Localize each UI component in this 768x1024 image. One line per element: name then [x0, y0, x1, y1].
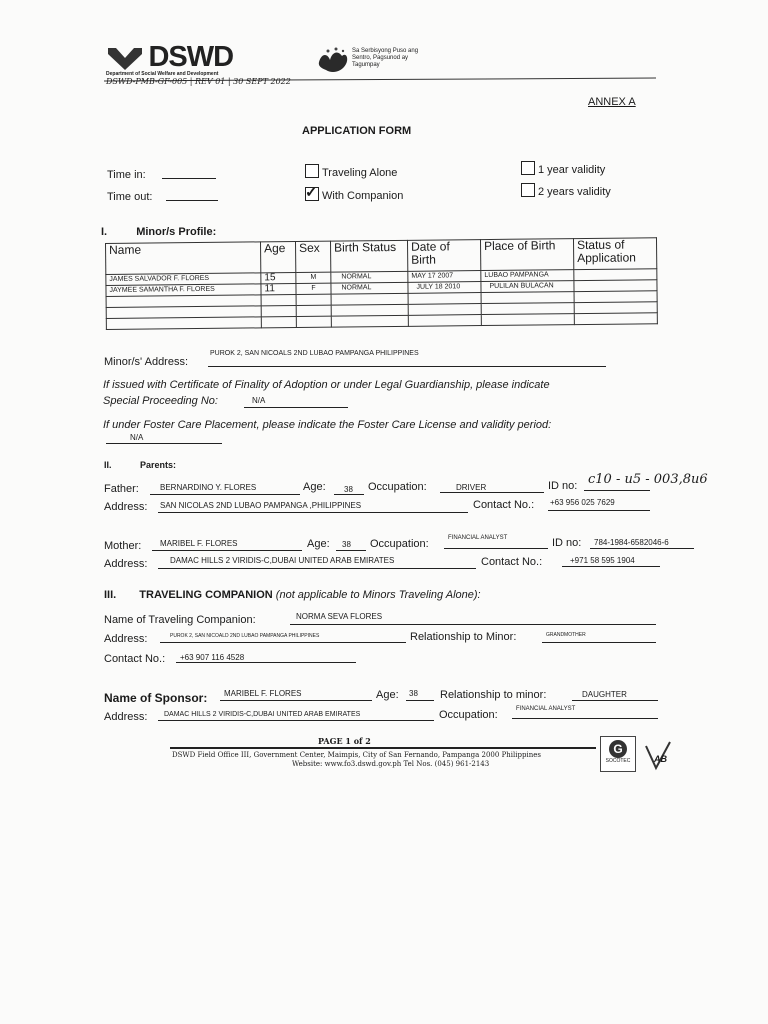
col-place-of-birth: Place of Birth — [480, 239, 573, 271]
mother-age-label: Age: — [307, 538, 330, 550]
sponsor-occupation[interactable]: FINANCIAL ANALYST — [516, 706, 576, 712]
father-occupation[interactable]: DRIVER — [456, 483, 487, 492]
foster-instruction: If under Foster Care Placement, please indicate the Foster Care License and validity period: — [103, 419, 552, 431]
section-1-number: I. — [101, 226, 108, 238]
certification-badge-text: SOCOTEC — [605, 758, 631, 764]
section-2-title: Parents: — [140, 460, 177, 470]
form-title: APPLICATION FORM — [302, 125, 412, 137]
certification-badge-icon: G — [609, 740, 627, 758]
cell-date-of-birth[interactable]: MAY 17 2007 — [408, 271, 481, 283]
cell-age[interactable]: 11 — [261, 284, 296, 295]
companion-contact-line — [176, 662, 356, 663]
mother-contact-label: Contact No.: — [481, 556, 543, 568]
father-age-label: Age: — [303, 481, 326, 493]
cell-place-of-birth[interactable]: PULILAN BULACAN — [481, 281, 574, 293]
cell-empty[interactable] — [408, 293, 481, 305]
mother-id-line — [590, 548, 694, 549]
sponsor-age[interactable]: 38 — [409, 689, 418, 698]
sponsor-age-line — [406, 700, 434, 701]
cell-empty[interactable] — [331, 293, 408, 305]
father-id-line — [584, 490, 650, 491]
mother-contact-line — [562, 566, 660, 567]
mother-occupation-label: Occupation: — [370, 538, 429, 550]
section-3-number: III. — [104, 589, 117, 601]
sponsor-occupation-line — [512, 718, 658, 719]
father-contact-label: Contact No.: — [473, 499, 535, 511]
companion-contact-label: Contact No.: — [104, 653, 166, 665]
cell-status[interactable] — [574, 269, 657, 281]
mother-id-label: ID no: — [552, 537, 582, 549]
companion-relationship[interactable]: GRANDMOTHER — [546, 632, 586, 638]
companion-name[interactable]: NORMA SEVA FLORES — [296, 612, 383, 621]
sponsor-address-label: Address: — [104, 711, 148, 723]
dswd-logo-icon — [106, 44, 144, 70]
companion-relationship-label: Relationship to Minor: — [410, 631, 517, 643]
cell-empty[interactable] — [574, 291, 657, 303]
mother-name[interactable]: MARIBEL F. FLORES — [160, 539, 238, 548]
annex-label: ANNEX A — [588, 96, 636, 108]
father-contact[interactable]: +63 956 025 7629 — [550, 498, 615, 507]
father-age[interactable]: 38 — [344, 485, 353, 494]
footer-office: DSWD Field Office III, Government Center, Maimpis, City of San Fernando, Pampanga 2000 Philippines — [172, 751, 541, 759]
col-age: Age — [260, 242, 295, 273]
ab-badge-text: AB — [654, 754, 667, 764]
companion-address-label: Address: — [104, 633, 148, 645]
father-label: Father: — [104, 483, 139, 495]
father-occupation-line — [440, 492, 544, 493]
father-age-line — [334, 494, 364, 495]
col-status-of-application: Status of Application — [573, 238, 656, 270]
cell-empty[interactable] — [296, 316, 331, 327]
cell-date-of-birth[interactable]: JULY 18 2010 — [408, 282, 481, 294]
mother-address-label: Address: — [104, 558, 148, 570]
col-name: Name — [106, 242, 261, 275]
cell-empty[interactable] — [106, 317, 261, 330]
logo-text: DSWD — [148, 41, 234, 73]
adoption-instruction: If issued with Certificate of Finality of Adoption or under Legal Guardianship, please indicate — [103, 379, 550, 391]
sponsor-relationship-line — [572, 700, 658, 701]
foster-value[interactable]: N/A — [130, 433, 144, 442]
cell-empty[interactable] — [296, 294, 331, 305]
doc-code: DSWD-PMB-GF-005 | REV 01 | 30 SEPT 2022 — [106, 77, 291, 86]
sponsor-address[interactable]: DAMAC HILLS 2 VIRIDIS-C,DUBAI UNITED ARAB EMIRATES — [164, 711, 361, 718]
minors-address-label: Minor/s' Address: — [104, 356, 189, 368]
two-years-validity-option[interactable] — [521, 183, 611, 198]
foster-line — [106, 443, 222, 444]
cell-empty[interactable] — [408, 304, 481, 316]
one-year-validity-option[interactable] — [521, 161, 605, 176]
father-id-label: ID no: — [548, 480, 578, 492]
section-1-heading — [101, 226, 216, 238]
logo-subtitle: Department of Social Welfare and Development — [106, 71, 219, 77]
section-2-number: II. — [104, 460, 112, 470]
special-proceeding-line — [244, 407, 348, 408]
seal-icon — [316, 46, 350, 76]
time-out-field[interactable] — [166, 200, 218, 201]
section-1-title: Minor/s Profile: — [136, 226, 217, 238]
cell-sex[interactable]: F — [296, 283, 331, 294]
seal-text: Sa Serbisyong Puso ang Sentro, Pagsunod ay Tagumpay — [352, 48, 419, 68]
cell-name[interactable]: JAYMEE SAMANTHA F. FLORES — [106, 284, 261, 297]
companion-contact[interactable]: +63 907 116 4528 — [180, 653, 245, 662]
mother-age-line — [336, 550, 366, 551]
cell-empty[interactable] — [261, 306, 296, 317]
companion-relationship-line — [542, 642, 656, 643]
bagong-pilipinas-seal — [316, 46, 350, 81]
col-date-of-birth: Date of Birth — [407, 240, 480, 272]
one-year-label: 1 year validity — [538, 164, 606, 176]
cell-birth-status[interactable]: NORMAL — [331, 282, 408, 294]
cell-birth-status[interactable]: NORMAL — [331, 271, 408, 283]
traveling-alone-option[interactable] — [305, 164, 397, 179]
cell-place-of-birth[interactable]: LUBAO PAMPANGA — [481, 270, 574, 282]
two-years-label: 2 years validity — [538, 186, 611, 198]
sponsor-age-label: Age: — [376, 689, 399, 701]
time-in-label: Time in: — [107, 169, 146, 181]
section-2-heading — [104, 460, 176, 470]
minors-table — [105, 237, 658, 330]
minors-address-line — [208, 366, 606, 367]
mother-id[interactable]: 784-1984-6582046-6 — [594, 538, 669, 547]
page-number: PAGE 1 of 2 — [318, 736, 371, 746]
cell-empty[interactable] — [261, 317, 296, 328]
sponsor-relationship-label: Relationship to minor: — [440, 689, 547, 701]
cell-empty[interactable] — [331, 315, 408, 327]
father-address-label: Address: — [104, 501, 148, 513]
traveling-alone-checkbox[interactable] — [305, 164, 319, 178]
cell-sex[interactable]: M — [296, 272, 331, 283]
companion-address[interactable]: PUROK 2, SAN NICOALD 2ND LUBAO PAMPANGA PHILIPPINES — [170, 633, 320, 639]
cell-name[interactable]: JAMES SALVADOR F. FLORES — [106, 273, 261, 286]
special-proceeding-value[interactable]: N/A — [252, 396, 266, 405]
cell-age[interactable]: 15 — [261, 273, 296, 284]
mother-occupation[interactable]: FINANCIAL ANALYST — [448, 535, 508, 541]
with-companion-label: With Companion — [322, 190, 404, 202]
father-address-line — [158, 512, 468, 513]
sponsor-occupation-label: Occupation: — [439, 709, 498, 721]
sponsor-relationship[interactable]: DAUGHTER — [582, 690, 627, 699]
cell-empty[interactable] — [574, 302, 657, 314]
traveling-alone-label: Traveling Alone — [322, 167, 398, 179]
cell-empty[interactable] — [408, 315, 481, 327]
cell-empty[interactable] — [481, 314, 574, 326]
father-address[interactable]: SAN NICOLAS 2ND LUBAO PAMPANGA ,PHILIPPINES — [160, 501, 362, 510]
sponsor-address-line — [158, 720, 434, 721]
minors-address-value[interactable]: PUROK 2, SAN NICOALS 2ND LUBAO PAMPANGA PHILIPPINES — [210, 350, 419, 357]
with-companion-checkbox[interactable] — [305, 187, 319, 201]
companion-label: Name of Traveling Companion: — [104, 614, 256, 626]
mother-contact[interactable]: +971 58 595 1904 — [570, 556, 635, 565]
father-name[interactable]: BERNARDINO Y. FLORES — [160, 483, 257, 492]
mother-address[interactable]: DAMAC HILLS 2 VIRIDIS-C,DUBAI UNITED ARAB EMIRATES — [170, 556, 395, 565]
sponsor-label: Name of Sponsor: — [104, 691, 208, 705]
father-id[interactable]: c10 - u5 - 003,8u6 — [588, 472, 708, 487]
one-year-checkbox[interactable] — [521, 161, 535, 175]
col-birth-status: Birth Status — [330, 240, 407, 272]
certification-badge — [600, 736, 636, 772]
mother-label: Mother: — [104, 540, 142, 552]
section-3-title: TRAVELING COMPANION — [139, 589, 273, 601]
footer-website: Website: www.fo3.dswd.gov.ph Tel Nos. (045) 961-2143 — [292, 760, 490, 768]
col-sex: Sex — [295, 241, 330, 272]
dswd-logo — [106, 41, 234, 73]
with-companion-option[interactable] — [305, 187, 403, 202]
ab-accreditation-logo — [640, 738, 674, 777]
father-name-line — [150, 494, 300, 495]
father-occupation-label: Occupation: — [368, 481, 427, 493]
two-years-checkbox[interactable] — [521, 183, 535, 197]
mother-age[interactable]: 38 — [342, 540, 351, 549]
mother-address-line — [158, 568, 476, 569]
cell-empty[interactable] — [296, 305, 331, 316]
time-in-field[interactable] — [162, 178, 216, 179]
special-proceeding-label: Special Proceeding No: — [103, 395, 218, 407]
companion-address-line — [160, 642, 406, 643]
footer-rule — [170, 747, 596, 749]
cell-empty[interactable] — [331, 304, 408, 316]
mother-occupation-line — [444, 548, 548, 549]
companion-name-line — [290, 624, 656, 625]
cell-empty[interactable] — [261, 295, 296, 306]
time-out-label: Time out: — [107, 191, 153, 203]
cell-status[interactable] — [574, 280, 657, 292]
section-3-heading — [104, 589, 481, 601]
mother-name-line — [152, 550, 302, 551]
section-3-note: (not applicable to Minors Traveling Alone): — [275, 589, 481, 601]
sponsor-name-line — [220, 700, 372, 701]
father-contact-line — [548, 510, 650, 511]
cell-empty[interactable] — [574, 313, 657, 325]
sponsor-name[interactable]: MARIBEL F. FLORES — [224, 689, 302, 698]
